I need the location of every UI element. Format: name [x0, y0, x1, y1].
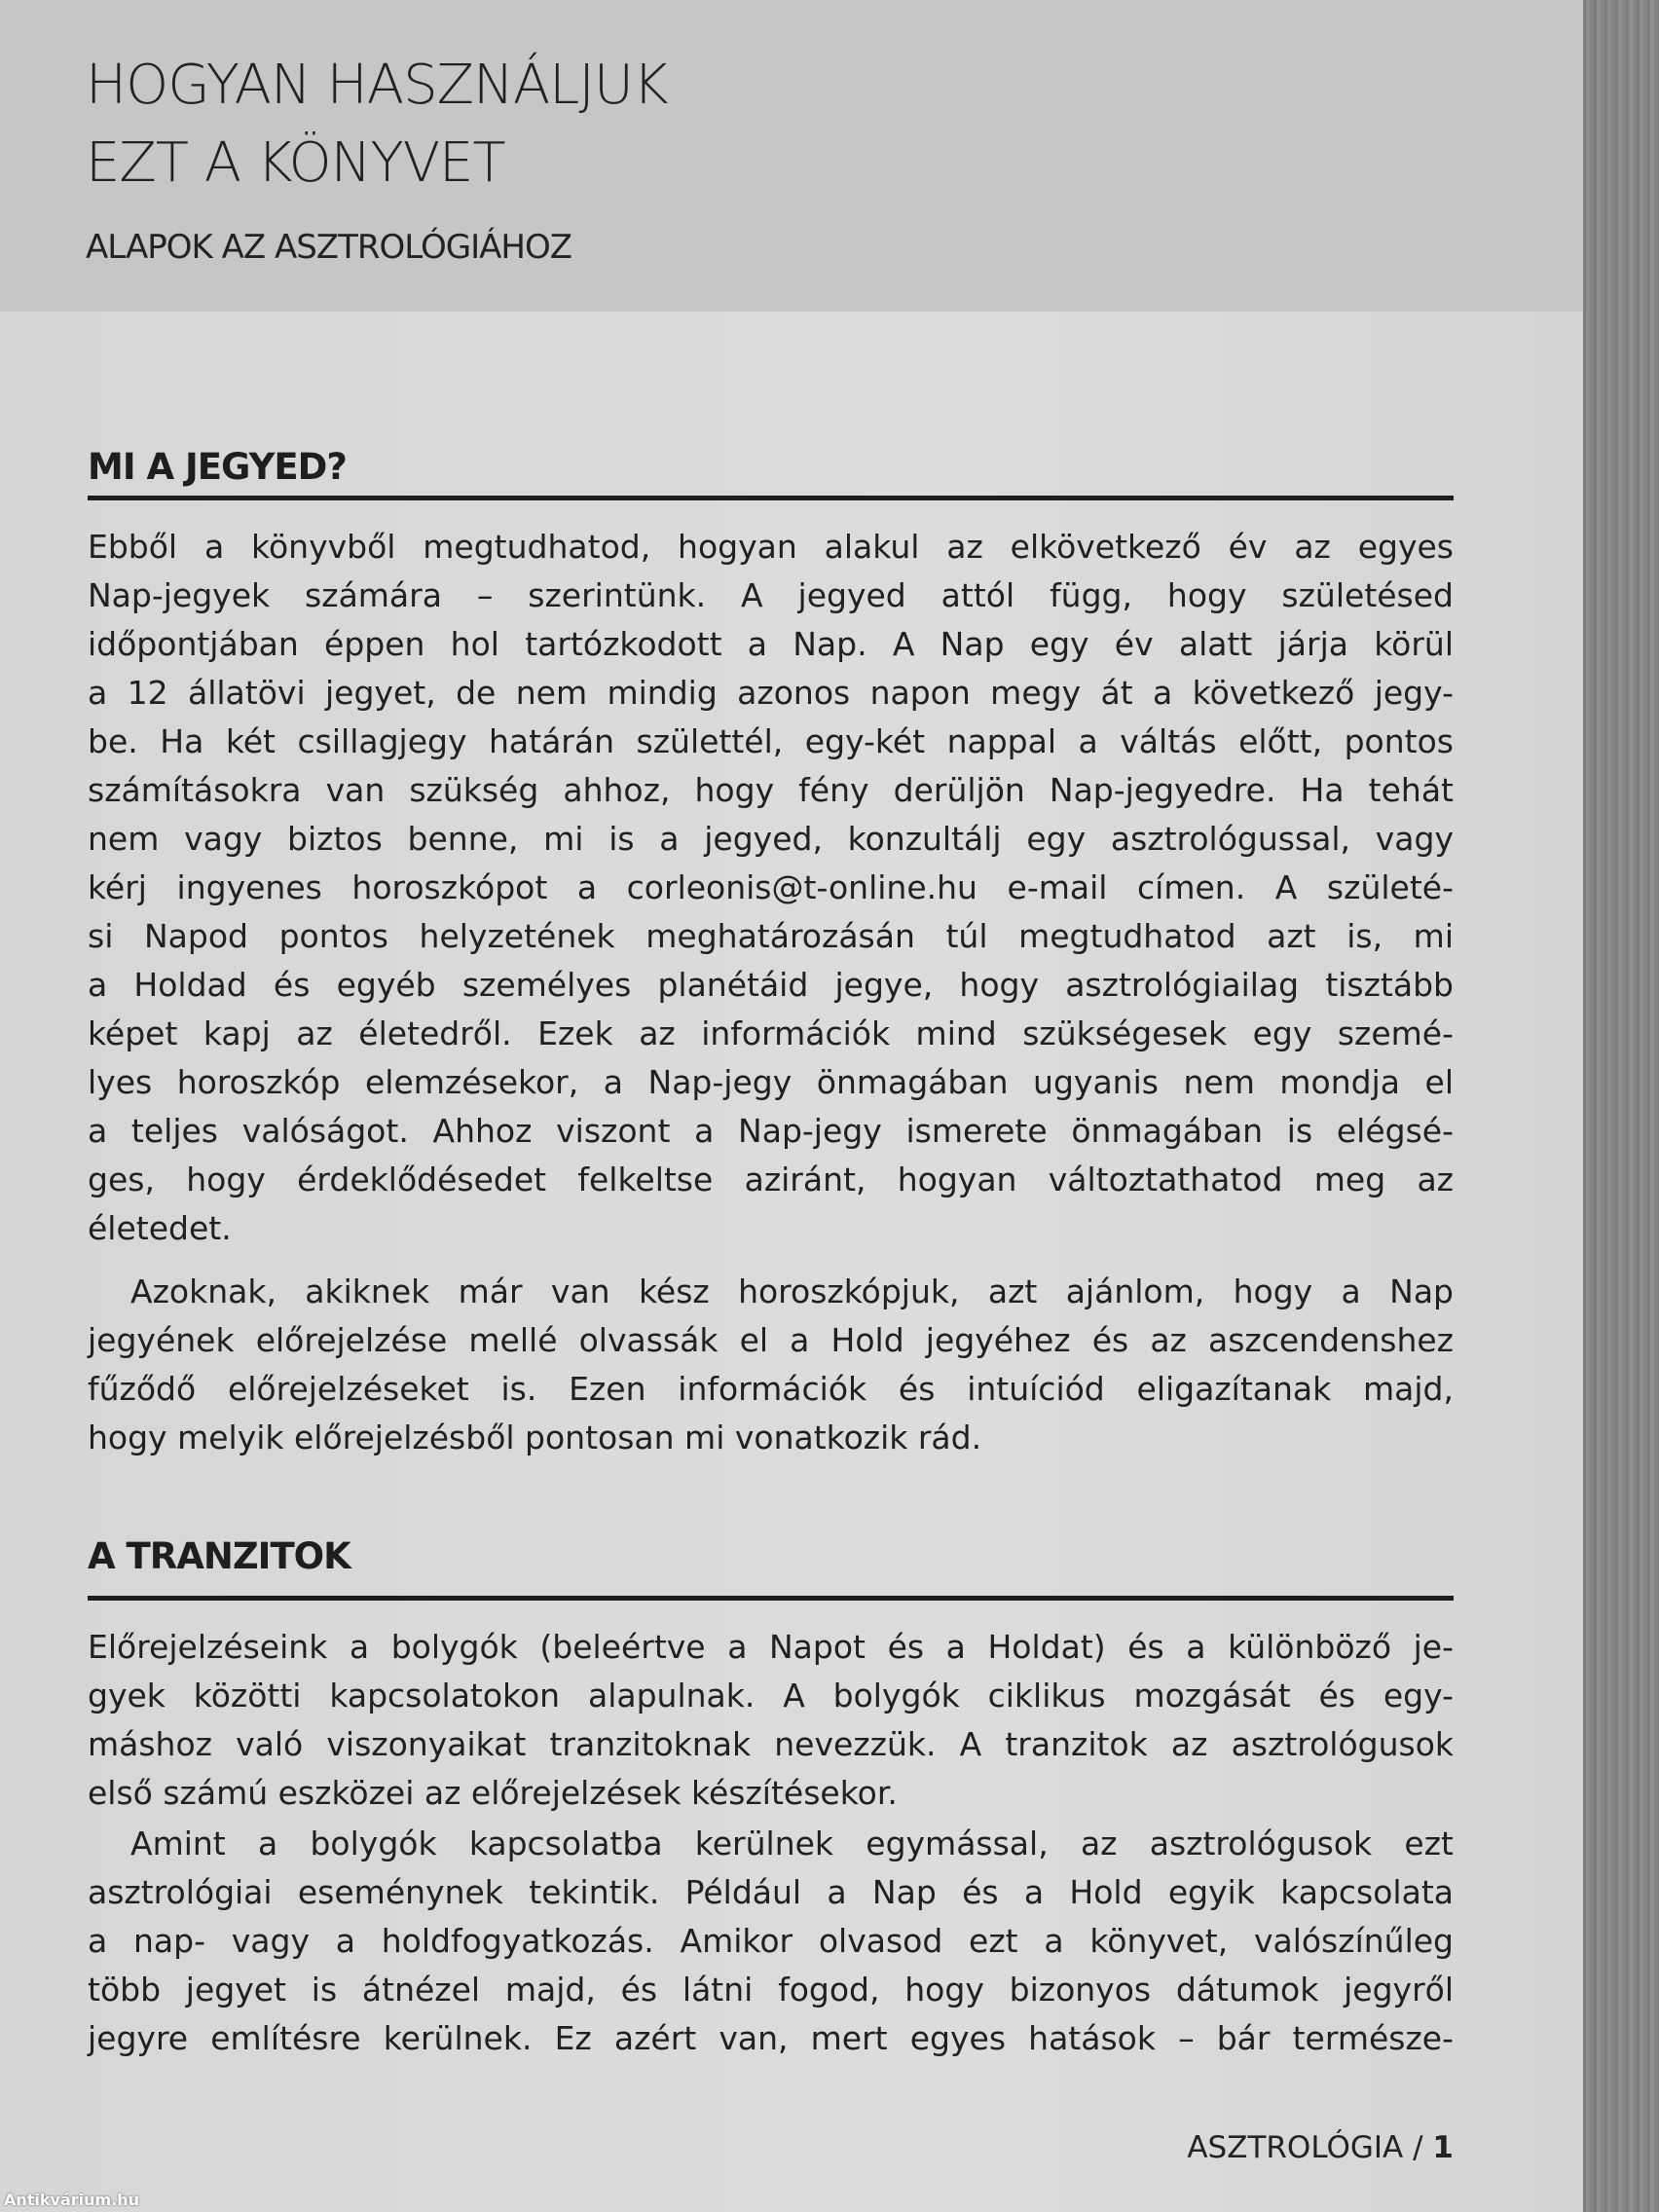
text-line: Amint a bolygók kapcsolatba kerülnek egymással, az asztrológusok ezt: [130, 1825, 1454, 1862]
text-line: asztrológiai eseménynek tekintik. Például a Nap és a Hold egyik kapcsolata: [88, 1873, 1454, 1911]
text-line: első számú eszközei az előrejelzések készítésekor.: [88, 1774, 898, 1812]
text-line: kérj ingyenes horoszkópot a corleonis@t-online.hu e-mail címen. A születé-: [88, 868, 1454, 906]
text-line: a nap- vagy a holdfogyatkozás. Amikor olvasod ezt a könyvet, valószínűleg: [88, 1922, 1454, 1960]
text-line: időpontjában éppen hol tartózkodott a Nap. A Nap egy év alatt járja körül: [88, 625, 1454, 663]
text-line: ges, hogy érdeklődésedet felkeltse aziránt, hogyan változtathatod meg az: [88, 1161, 1454, 1198]
section-heading-a-tranzitok: A TRANZITOK: [88, 1535, 350, 1577]
text-line: a teljes valóságot. Ahhoz viszont a Nap-jegy ismerete önmagában is elégsé-: [88, 1112, 1454, 1150]
text-line: Azoknak, akiknek már van kész horoszkópjuk, azt ajánlom, hogy a Nap: [130, 1272, 1454, 1310]
page-title: [86, 47, 668, 203]
section-rule: [88, 1596, 1454, 1601]
text-line: képet kapj az életedről. Ezek az információk mind szükségesek egy szemé-: [88, 1014, 1454, 1052]
page-edge: [1583, 0, 1659, 2212]
text-line: nem vagy biztos benne, mi is a jegyed, konzultálj egy asztrológussal, vagy: [88, 820, 1454, 858]
text-line: gyek közötti kapcsolatokon alapulnak. A bolygók ciklikus mozgását és egy-: [88, 1677, 1454, 1714]
watermark: Antikvárium.hu: [4, 2191, 140, 2209]
text-line: jegyre említésre kerülnek. Ez azért van, mert egyes hatások – bár természe-: [88, 2019, 1454, 2057]
text-line: Ebből a könyvből megtudhatod, hogyan alakul az elkövetkező év az egyes: [88, 528, 1454, 566]
page-footer: [1187, 2130, 1454, 2165]
text-line: lyes horoszkóp elemzésekor, a Nap-jegy önmagában ugyanis nem mondja el: [88, 1063, 1454, 1101]
paragraph: [88, 1268, 1454, 1462]
text-line: a Holdad és egyéb személyes planétáid jegye, hogy asztrológiailag tisztább: [88, 966, 1454, 1004]
text-line: több jegyet is átnézel majd, és látni fogod, hogy bizonyos dátumok jegyről: [88, 1971, 1454, 2009]
text-line: Nap-jegyek számára – szerintünk. A jegyed attól függ, hogy születésed: [88, 576, 1454, 614]
title-line-2: EZT A KÖNYVET: [86, 131, 505, 195]
paragraph: [88, 1820, 1454, 2063]
text-line: Előrejelzéseink a bolygók (beleértve a Napot és a Holdat) és a különböző je-: [88, 1628, 1454, 1666]
text-line: életedet.: [88, 1209, 232, 1247]
text-line: si Napod pontos helyzetének meghatározásán túl megtudhatod azt is, mi: [88, 917, 1454, 955]
paragraph: [88, 523, 1454, 1253]
text-line: be. Ha két csillagjegy határán születtél, egy-két nappal a váltás előtt, pontos: [88, 722, 1454, 760]
title-line-1: HOGYAN HASZNÁLJUK: [86, 54, 668, 117]
paragraph: [88, 1623, 1454, 1818]
text-line: fűződő előrejelzéseket is. Ezen információk és intuíciód eligazítanak majd,: [88, 1370, 1454, 1408]
page-number: 1: [1432, 2130, 1454, 2165]
text-line: máshoz való viszonyaikat tranzitoknak nevezzük. A tranzitok az asztrológusok: [88, 1725, 1454, 1763]
section-rule: [88, 496, 1454, 500]
text-line: hogy melyik előrejelzésből pontosan mi vonatkozik rád.: [88, 1419, 982, 1456]
text-line: jegyének előrejelzése mellé olvassák el a Hold jegyéhez és az aszcendenshez: [88, 1321, 1454, 1359]
text-line: a 12 állatövi jegyet, de nem mindig azonos napon megy át a következő jegy-: [88, 674, 1454, 712]
footer-section: ASZTROLÓGIA /: [1187, 2130, 1423, 2165]
page-subtitle: ALAPOK AZ ASZTROLÓGIÁHOZ: [86, 228, 571, 267]
text-line: számításokra van szükség ahhoz, hogy fény derüljön Nap-jegyedre. Ha tehát: [88, 771, 1454, 809]
section-heading-mi-a-jegyed: MI A JEGYED?: [88, 446, 347, 488]
